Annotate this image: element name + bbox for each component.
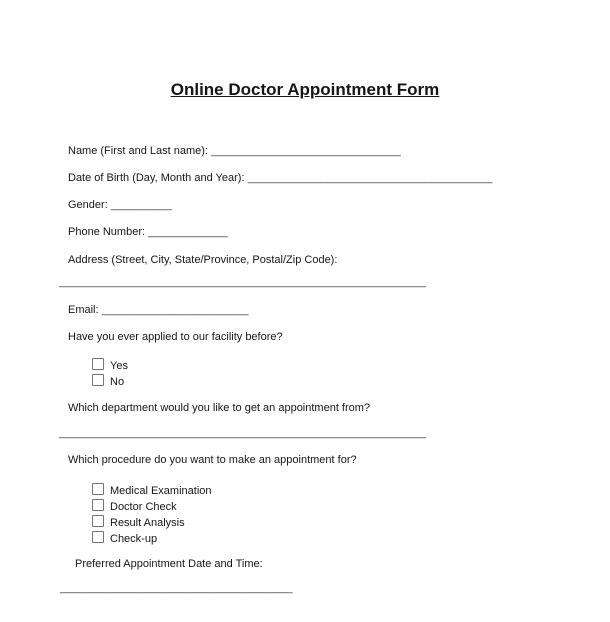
name-field bbox=[68, 144, 401, 158]
preferred-datetime-blank[interactable]: ______________________________________ bbox=[60, 582, 293, 594]
email-field-label: Email: bbox=[68, 304, 99, 316]
check-up-checkbox[interactable] bbox=[92, 531, 104, 543]
applied-before-option-no[interactable] bbox=[92, 374, 124, 389]
address-field-label: Address (Street, City, State/Province, Postal/Zip Code): bbox=[68, 254, 338, 266]
name-field-label: Name (First and Last name): bbox=[68, 145, 208, 157]
address-field-blank[interactable]: ____________________________________________________________ bbox=[59, 276, 427, 288]
result-analysis-checkbox[interactable] bbox=[92, 515, 104, 527]
medical-examination-checkbox[interactable] bbox=[92, 483, 104, 495]
yes-checkbox-label: Yes bbox=[110, 360, 128, 372]
check-up-label: Check-up bbox=[110, 533, 158, 545]
doctor-check-checkbox[interactable] bbox=[92, 499, 104, 511]
no-checkbox-label: No bbox=[110, 376, 125, 388]
procedure-option-doctor-check[interactable] bbox=[92, 499, 177, 514]
yes-checkbox[interactable] bbox=[92, 358, 104, 370]
phone-field-label: Phone Number: bbox=[68, 226, 146, 238]
preferred-datetime-label: Preferred Appointment Date and Time: bbox=[75, 558, 263, 570]
gender-field bbox=[68, 198, 172, 212]
department-blank[interactable]: ____________________________________________________________ bbox=[59, 427, 427, 439]
form-title-text: Online Doctor Appointment Form bbox=[170, 80, 440, 99]
applied-before-question: Have you ever applied to our facility before? bbox=[68, 331, 283, 343]
procedure-option-medical-examination[interactable] bbox=[92, 483, 212, 498]
email-field bbox=[68, 303, 248, 317]
form-title bbox=[0, 79, 610, 101]
gender-field-label: Gender: bbox=[68, 199, 108, 211]
result-analysis-label: Result Analysis bbox=[110, 517, 185, 529]
procedure-question: Which procedure do you want to make an appointment for? bbox=[68, 454, 357, 466]
procedure-option-check-up[interactable] bbox=[92, 531, 157, 546]
dob-field bbox=[68, 171, 492, 185]
procedure-option-result-analysis[interactable] bbox=[92, 515, 185, 530]
phone-field-blank[interactable]: _____________ bbox=[148, 226, 228, 238]
dob-field-label: Date of Birth (Day, Month and Year): bbox=[68, 172, 245, 184]
medical-examination-label: Medical Examination bbox=[110, 485, 212, 497]
doctor-check-label: Doctor Check bbox=[110, 501, 177, 513]
gender-field-blank[interactable]: __________ bbox=[110, 199, 172, 211]
no-checkbox[interactable] bbox=[92, 374, 104, 386]
dob-field-blank[interactable]: ________________________________________ bbox=[247, 172, 493, 184]
name-field-blank[interactable]: _______________________________ bbox=[211, 145, 401, 157]
email-field-blank[interactable]: ________________________ bbox=[101, 304, 249, 316]
applied-before-option-yes[interactable] bbox=[92, 358, 128, 373]
department-question: Which department would you like to get an appointment from? bbox=[68, 402, 371, 414]
phone-field bbox=[68, 225, 228, 239]
